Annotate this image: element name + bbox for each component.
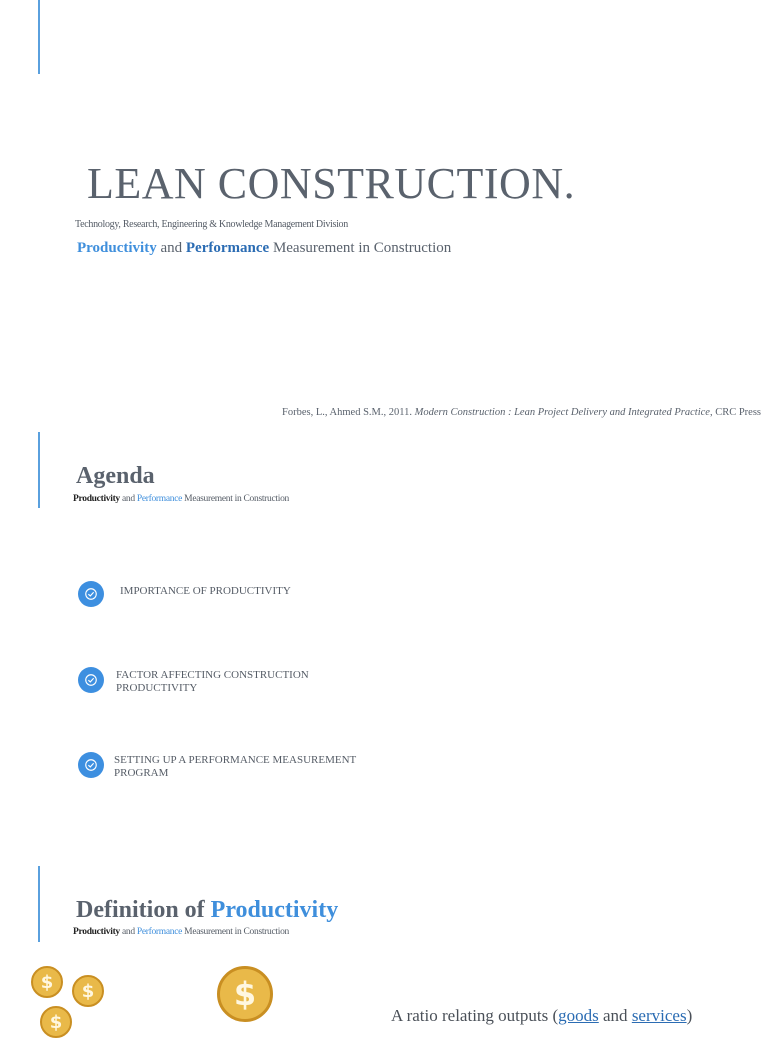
subtitle-performance: Performance: [185, 240, 270, 256]
agenda-sub-rest: Measurement in Construction: [182, 494, 289, 504]
agenda-item-2: [78, 667, 309, 695]
dollar-coin-icon: $: [72, 975, 104, 1007]
definition-heading: [76, 897, 338, 924]
slide3-accent-bar: [38, 866, 40, 942]
agenda-sub-and: and: [119, 494, 137, 504]
def-sub-and: and: [119, 927, 137, 937]
def-sub-rest: Measurement in Construction: [182, 927, 289, 937]
agenda-subtitle: [73, 494, 289, 504]
citation-authors: Forbes, L., Ahmed S.M., 2011.: [282, 407, 415, 418]
agenda-item-3-line1: SETTING UP A PERFORMANCE MEASUREMENT: [114, 754, 357, 766]
agenda-item-1-text: [120, 585, 291, 598]
definition-subtitle: [73, 927, 289, 937]
agenda-sub-productivity: Productivity: [73, 494, 120, 504]
citation-publisher: , CRC Press: [709, 407, 761, 418]
dollar-coin-icon: $: [31, 966, 63, 998]
dollar-coin-icon: $: [217, 966, 273, 1022]
def-sub-performance: Performance: [136, 927, 183, 937]
ratio-pre: A ratio relating outputs (: [391, 1006, 559, 1025]
citation-book: Modern Construction : Lean Project Delivery and Integrated Practice: [414, 407, 710, 418]
check-circle-icon: [78, 752, 104, 778]
dollar-coin-icon: $: [40, 1006, 72, 1038]
slide1-subtitle: [77, 240, 451, 257]
division-label: Technology, Research, Engineering & Knowledge Management Division: [75, 219, 348, 230]
definition-heading-highlight: Productivity: [210, 897, 339, 923]
subtitle-and: and: [156, 240, 186, 256]
subtitle-productivity: Productivity: [77, 240, 157, 256]
check-circle-icon: [78, 667, 104, 693]
slide2-accent-bar: [38, 432, 40, 508]
agenda-heading: Agenda: [76, 463, 155, 489]
agenda-item-3-line2: PROGRAM: [114, 767, 169, 779]
agenda-item-2-line2: PRODUCTIVITY: [116, 682, 198, 694]
slide1-title: LEAN CONSTRUCTION.: [87, 159, 576, 208]
check-circle-icon: [78, 581, 104, 607]
subtitle-rest: Measurement in Construction: [269, 240, 452, 256]
citation: [282, 407, 761, 418]
definition-heading-prefix: Definition of: [76, 897, 211, 923]
agenda-item-3: [78, 752, 356, 780]
agenda-sub-performance: Performance: [136, 494, 183, 504]
agenda-item-1: [78, 581, 291, 607]
def-sub-productivity: Productivity: [73, 927, 120, 937]
agenda-item-2-line1: FACTOR AFFECTING CONSTRUCTION: [116, 669, 309, 681]
agenda-item-3-text: [114, 754, 356, 780]
slide1-accent-bar: [38, 0, 40, 74]
ratio-and: and: [598, 1006, 632, 1025]
ratio-post: ): [686, 1006, 693, 1025]
agenda-item-1-line1: IMPORTANCE OF PRODUCTIVITY: [120, 585, 291, 597]
ratio-goods: goods: [558, 1006, 599, 1025]
ratio-definition: [391, 1006, 692, 1026]
ratio-services: services: [631, 1006, 687, 1025]
agenda-item-2-text: [116, 669, 309, 695]
